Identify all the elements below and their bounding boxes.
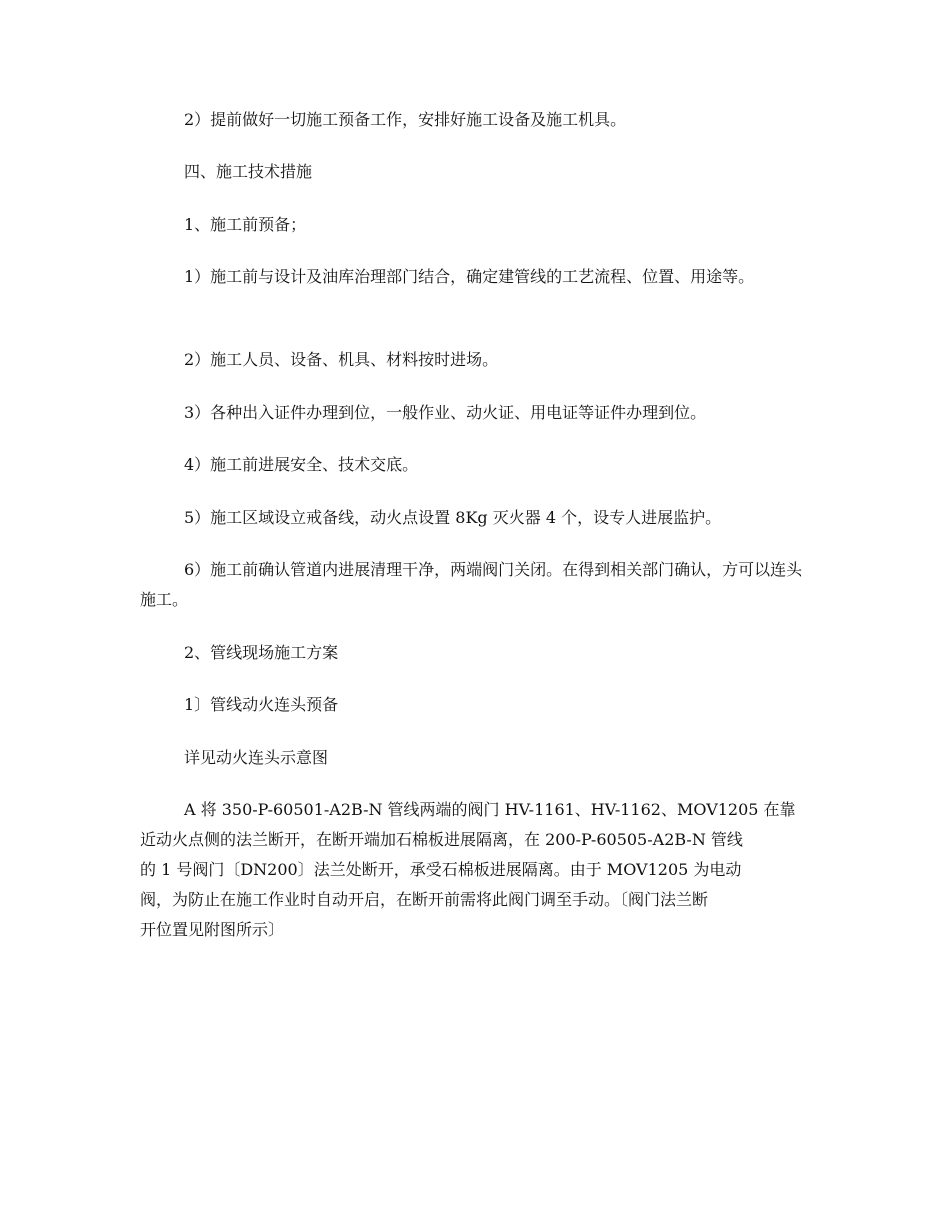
heading-pre-construction: 1、施工前预备； (184, 215, 307, 234)
paragraph-warning-line: 5）施工区域设立戒备线，动火点设置 8Kg 灭火器 4 个，设专人进展监护。 (184, 508, 722, 527)
heading-site-plan: 2、管线现场施工方案 (184, 643, 339, 662)
paragraph-see-diagram: 详见动火连头示意图 (184, 748, 329, 767)
paragraph-personnel: 2）施工人员、设备、机具、材料按时进场。 (184, 350, 499, 369)
paragraph-safety-briefing: 4）施工前进展安全、技术交底。 (184, 455, 419, 474)
heading-technical-measures: 四、施工技术措施 (184, 162, 313, 181)
paragraph-prep-work: 2）提前做好一切施工预备工作，安排好施工设备及施工机具。 (184, 110, 627, 129)
paragraph-line: A 将 350-P-60501-A2B-N 管线两端的阀门 HV-1161、HV-1162、MOV1205 在靠 (184, 800, 796, 819)
paragraph-line: 的 1 号阀门〔DN200〕法兰处断开，承受石棉板进展隔离。由于 MOV1205 为电动 (140, 860, 742, 879)
paragraph-pipe-cleaning: 6）施工前确认管道内进展清理干净，两端阀门关闭。在得到相关部门确认，方可以连头施工。 (140, 560, 803, 609)
paragraph-line: 开位置见附图所示〕 (140, 920, 285, 939)
paragraph-coordination: 1）施工前与设计及油库治理部门结合，确定建管线的工艺流程、位置、用途等。 (184, 267, 755, 286)
paragraph-permits: 3）各种出入证件办理到位，一般作业、动火证、用电证等证件办理到位。 (184, 403, 707, 422)
paragraph-valve-isolation (140, 795, 810, 945)
heading-hot-tie-in: 1〕管线动火连头预备 (184, 695, 339, 714)
paragraph-line: 阀，为防止在施工作业时自动开启，在断开前需将此阀门调至手动。〔阀门法兰断 (140, 890, 709, 909)
paragraph-line: 近动火点侧的法兰断开，在断开端加石棉板进展隔离，在 200-P-60505-A2B-N 管线 (140, 830, 743, 849)
